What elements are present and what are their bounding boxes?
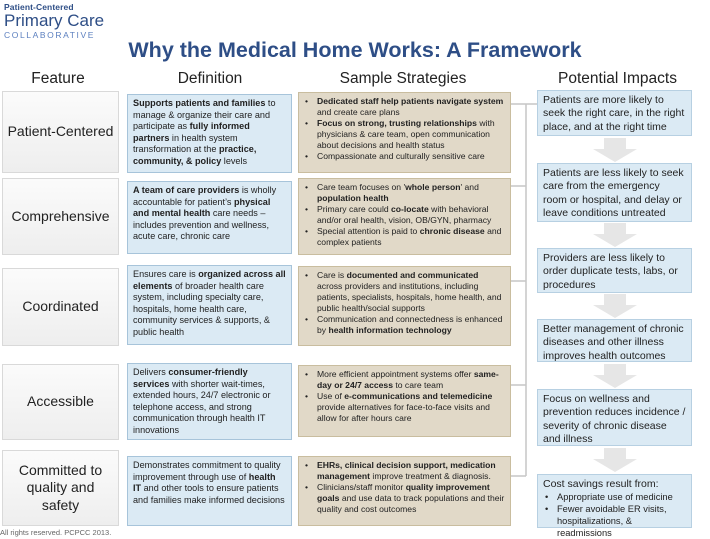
strategy-item xyxy=(304,151,505,162)
impact-wellness-prevention: Focus on wellness and prevention reduces incidence / severity of chronic disease and illness xyxy=(537,389,692,446)
strategy-list xyxy=(304,96,505,161)
definition-accessible xyxy=(127,363,292,440)
bold-text: health IT xyxy=(133,471,276,494)
text: Compassionate and culturally sensitive care xyxy=(317,150,485,161)
cost-savings-heading: Cost savings result from: xyxy=(543,478,659,490)
text: and other tools to ensure patients and families make informed decisions xyxy=(133,483,285,505)
text: care needs – includes prevention and wellness, acute care, chronic care xyxy=(133,208,269,242)
bold-text: organized across all elements xyxy=(133,269,286,291)
feature-quality-safety: Committed to quality and safety xyxy=(2,450,119,526)
logo-line-3: COLLABORATIVE xyxy=(4,30,96,40)
logo-line-2: Primary Care xyxy=(4,11,105,30)
text: in health system transformation at the xyxy=(133,132,238,155)
bold-text: practice, community, & policy xyxy=(133,144,257,166)
text: ' and xyxy=(460,182,479,192)
bold-text: health information technology xyxy=(328,324,452,335)
strategy-item xyxy=(304,460,505,482)
down-arrow-icon xyxy=(593,223,637,247)
feature-patient-centered: Patient-Centered xyxy=(2,91,119,173)
strategies-patient-centered xyxy=(298,92,511,173)
down-arrow-icon xyxy=(593,138,637,162)
strategies-quality-safety xyxy=(298,456,511,526)
impact-chronic-management: Better management of chronic diseases and other illness improves health outcomes xyxy=(537,319,692,362)
strategy-list xyxy=(304,460,505,515)
text: and create care plans xyxy=(317,106,400,117)
bold-text: fully informed partners xyxy=(133,121,250,143)
feature-coordinated: Coordinated xyxy=(2,268,119,346)
bold-text: documented and communicated xyxy=(346,270,479,280)
strategy-item xyxy=(304,118,505,151)
text: across providers and institutions, including patients, specialists, hospitals, home health, and public health/social supports xyxy=(317,280,502,313)
text: to care team xyxy=(392,379,444,390)
header-definition: Definition xyxy=(177,70,243,87)
bold-text: chronic disease xyxy=(419,225,485,236)
down-arrow-icon xyxy=(593,364,637,388)
header-feature: Feature xyxy=(31,70,85,87)
impact-less-er: Patients are less likely to seek care from the emergency room or hospital, and delay or leave conditions untreated xyxy=(537,163,692,222)
text: is wholly accountable for patient’s xyxy=(133,185,277,207)
text: Ensures care is xyxy=(133,269,199,279)
bold-text: Dedicated staff help patients navigate system xyxy=(317,96,504,106)
text: and use data to track populations and their quality and cost outcomes xyxy=(317,492,505,514)
bold-text: e-communications and telemedicine xyxy=(344,390,493,401)
bold-text: population health xyxy=(317,192,389,203)
text: Use of xyxy=(317,390,345,401)
text: Communication and connectedness is enhanced by xyxy=(317,313,503,335)
text: Special attention is paid to xyxy=(317,225,420,236)
text: to manage & organize their care and participate as xyxy=(133,98,276,132)
strategy-item xyxy=(304,482,505,515)
cost-savings-list xyxy=(543,492,686,539)
bold-text: co-locate xyxy=(391,203,429,214)
strategy-item xyxy=(304,391,505,424)
bold-text: whole person xyxy=(405,182,461,192)
bold-text: EHRs, clinical decision support, medication management xyxy=(317,460,496,481)
bold-text: Supports patients and families xyxy=(133,98,266,108)
strategies-accessible xyxy=(298,365,511,437)
impact-fewer-duplicates: Providers are less likely to order duplicate tests, labs, or procedures xyxy=(537,248,692,293)
bold-text: Focus on strong, trusting relationships xyxy=(317,117,477,128)
impact-cost-savings xyxy=(537,474,692,538)
text: with behavioral and/or oral health, vision, OB/GYN, pharmacy xyxy=(317,203,492,225)
bold-text: physical and mental health xyxy=(133,196,271,219)
down-arrow-icon xyxy=(593,294,637,318)
bold-text: consumer-friendly services xyxy=(133,367,248,389)
strategy-list xyxy=(304,270,505,335)
text: provide alternatives for face-to-face visits and allow for after hours care xyxy=(317,401,490,423)
strategies-coordinated xyxy=(298,266,511,346)
cost-savings-item: • Appropriate use of medicine xyxy=(543,492,686,504)
down-arrow-icon xyxy=(593,448,637,472)
strategy-item xyxy=(304,270,505,314)
definition-quality-safety xyxy=(127,456,292,526)
strategy-list xyxy=(304,369,505,424)
cost-savings-item: • Fewer avoidable ER visits, hospitalizations, & readmissions xyxy=(543,504,686,539)
definition-coordinated xyxy=(127,265,292,345)
definition-comprehensive xyxy=(127,181,292,254)
copyright-footer: All rights reserved. PCPCC 2013. xyxy=(0,528,112,537)
text: Clinicians/staff monitor xyxy=(317,481,406,492)
strategy-item xyxy=(304,226,505,248)
page-title: Why the Medical Home Works: A Framework xyxy=(128,38,582,62)
feature-comprehensive: Comprehensive xyxy=(2,178,119,255)
strategy-list xyxy=(304,182,505,247)
text: and complex patients xyxy=(317,225,502,247)
strategy-item xyxy=(304,204,505,226)
text: Primary care could xyxy=(317,203,392,214)
text: levels xyxy=(221,155,248,166)
text: Care team focuses on ' xyxy=(317,182,406,192)
header-impacts: Potential Impacts xyxy=(558,70,677,87)
text: Delivers xyxy=(133,367,169,377)
strategy-item xyxy=(304,96,505,118)
bold-text: same-day or 24/7 access xyxy=(317,369,499,390)
impact-right-care: Patients are more likely to seek the right care, in the right place, and at the right time xyxy=(537,90,692,136)
header-strategies: Sample Strategies xyxy=(339,70,467,87)
strategy-item xyxy=(304,182,505,204)
text: of broader health care system, including specialty care, hospitals, home health care, community services & supports, & public health xyxy=(133,280,270,337)
text: improve treatment & diagnosis. xyxy=(370,470,491,481)
logo-line-1: Patient-Centered xyxy=(4,2,74,12)
strategies-comprehensive xyxy=(298,178,511,255)
text: Care is xyxy=(317,270,347,280)
definition-patient-centered xyxy=(127,94,292,173)
text: Demonstrates commitment to quality improvement through use of xyxy=(133,460,281,482)
text: with physicians & care team, open communication about decisions and health status xyxy=(317,117,495,150)
bold-text: quality improvement goals xyxy=(317,481,490,503)
strategy-item xyxy=(304,314,505,336)
feature-accessible: Accessible xyxy=(2,364,119,440)
bold-text: A team of care providers xyxy=(133,185,240,195)
strategy-item xyxy=(304,369,505,391)
text: More efficient appointment systems offer xyxy=(317,369,474,379)
text: with shorter wait-times, extended hours, 24/7 electronic or telephone access, and strong communication through health IT innovations xyxy=(133,378,271,435)
